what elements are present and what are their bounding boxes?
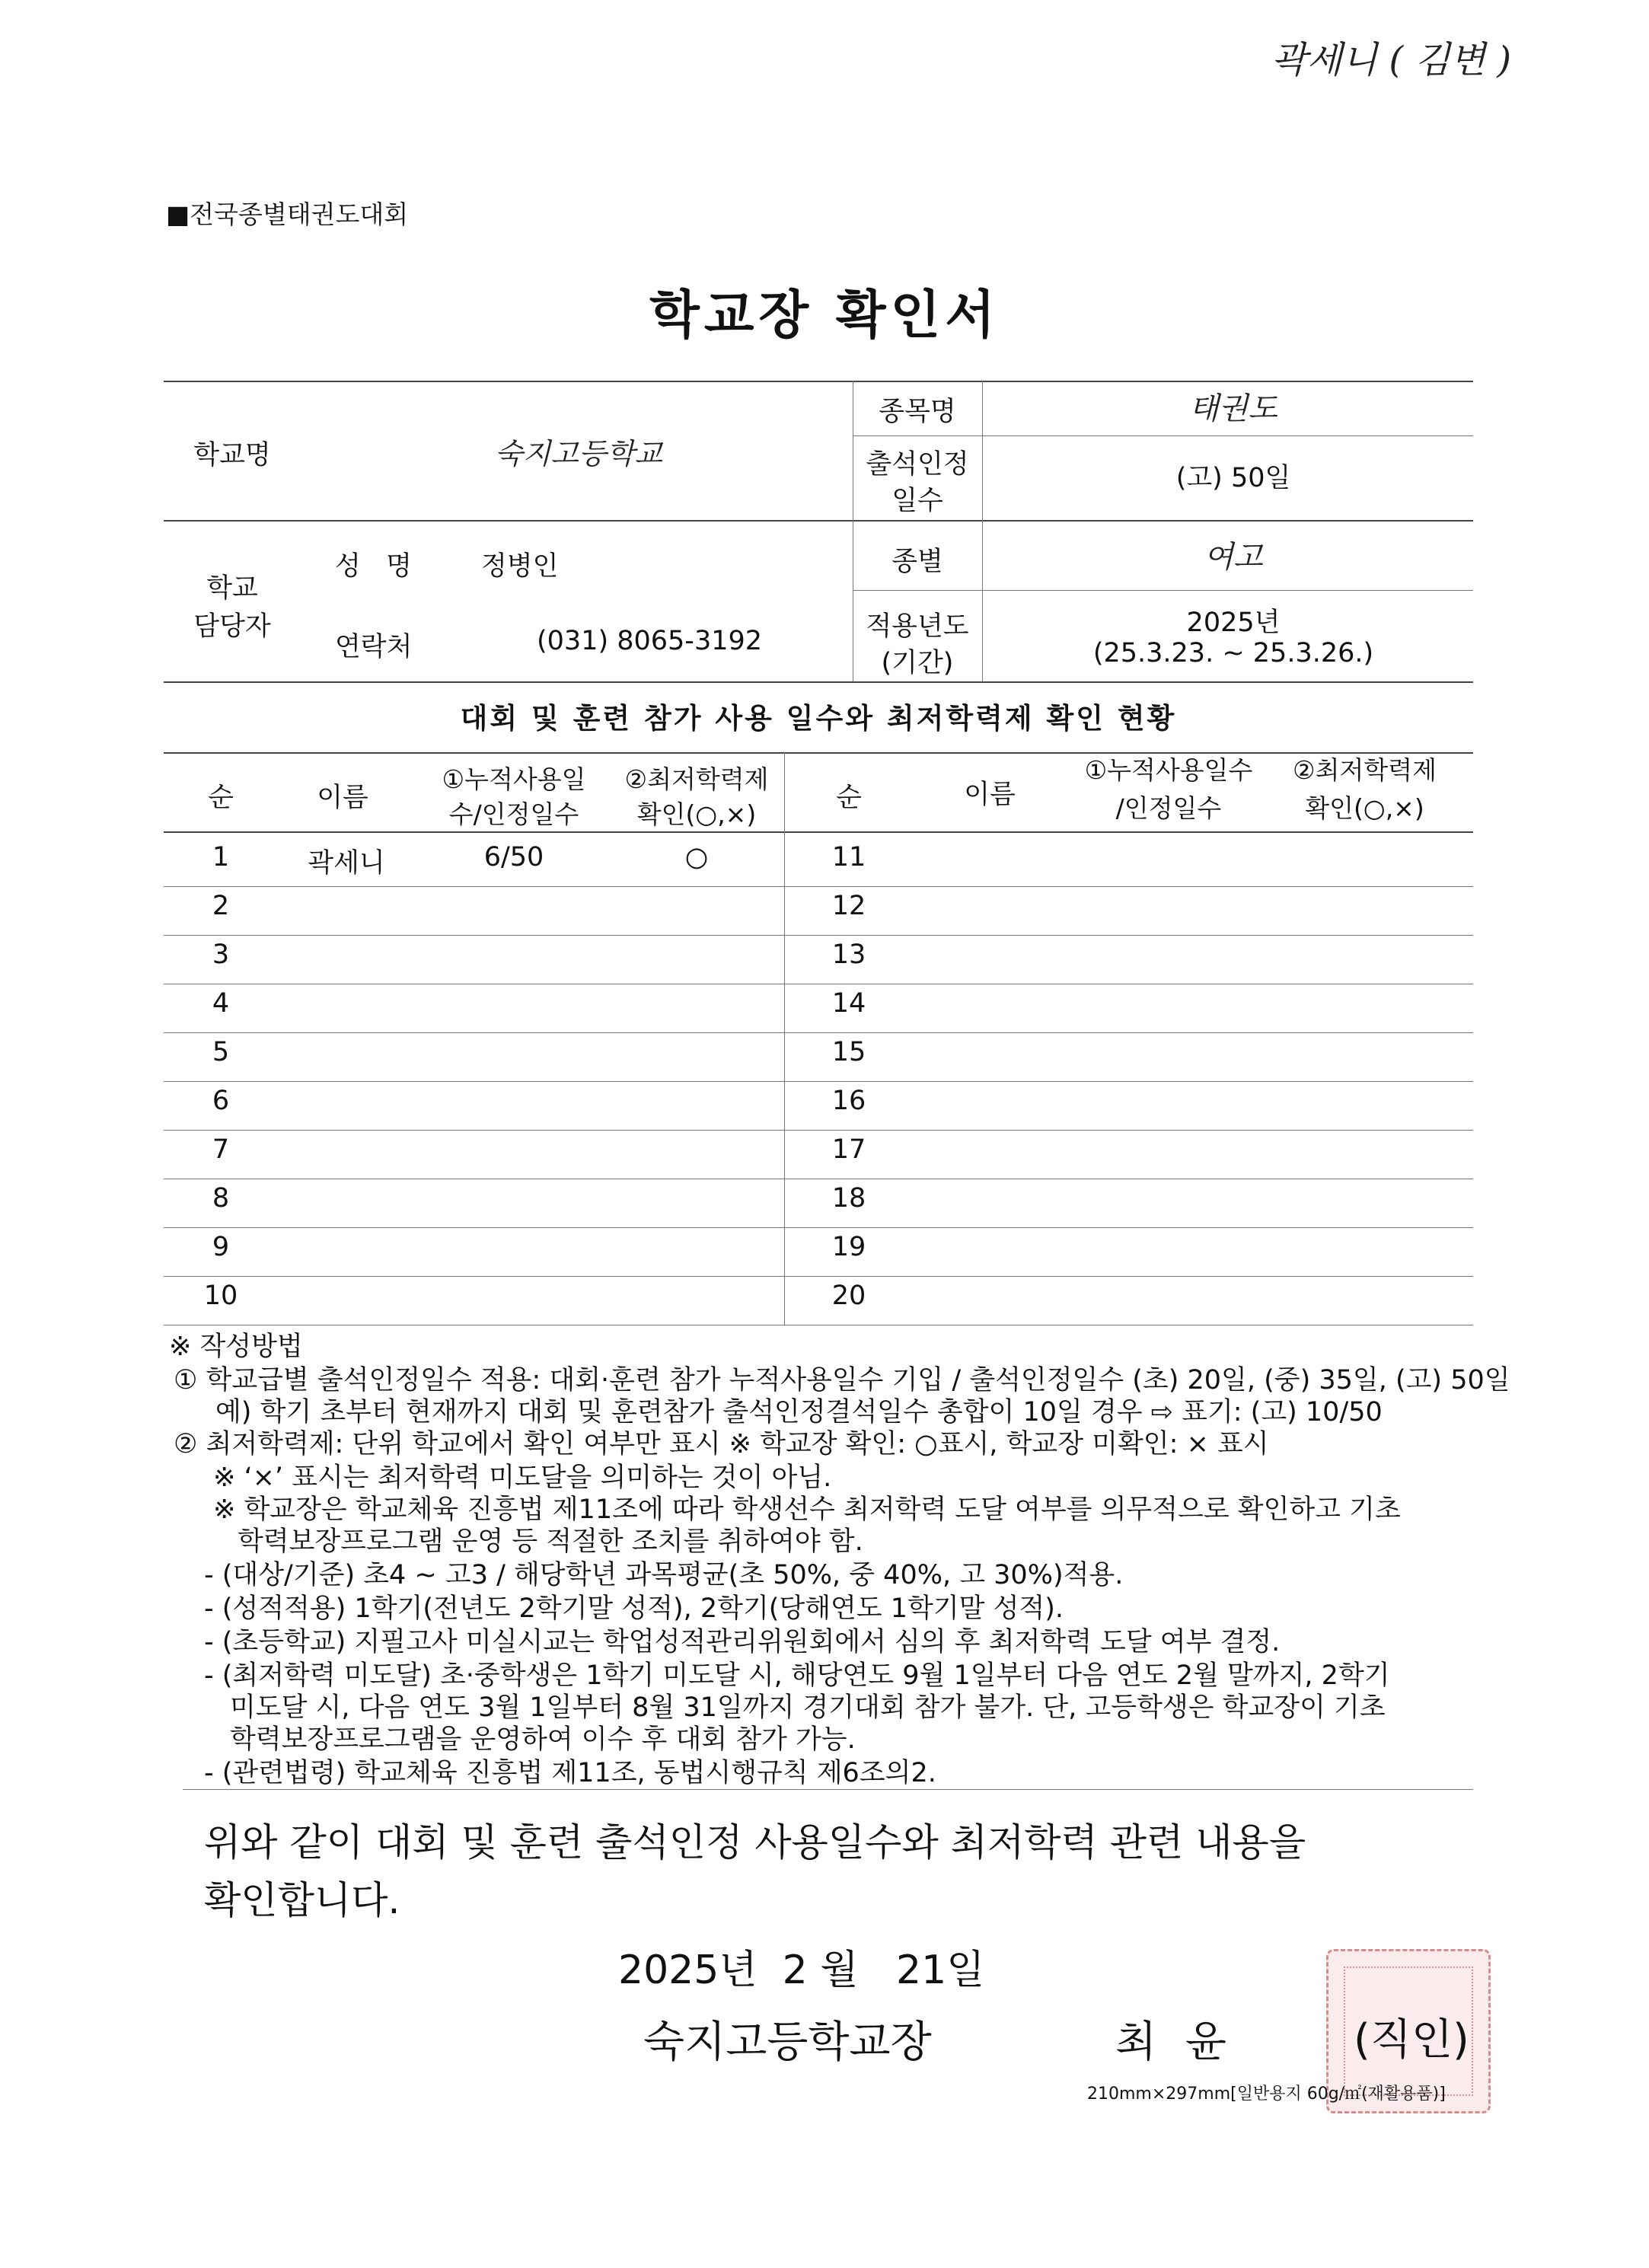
event-name: ■전국종별태권도대회 [166, 199, 409, 229]
instruction-line: 예) 학기 초부터 현재까지 대회 및 훈련참가 출석인정결석일수 총합이 10일 경우 ⇨ 표기: (고) 10/50 [215, 1397, 1383, 1427]
period-value: (25.3.23. ~ 25.3.26.) [1092, 638, 1374, 668]
table-cell-no-r: 11 [831, 842, 866, 872]
table-cell-no: 9 [212, 1232, 230, 1262]
instruction-line: - (관련법령) 학교체육 진흥법 제11조, 동법시행규칙 제6조의2. [204, 1758, 936, 1788]
table-cell-no-r: 16 [831, 1086, 866, 1116]
name-label: 성 명 [335, 551, 412, 582]
table-cell-no: 2 [212, 891, 230, 921]
col-header-usage-right-1: ①누적사용일수 [1084, 755, 1253, 785]
col-header-no-right: 순 [836, 783, 862, 813]
table-cell-no: 6 [212, 1086, 230, 1116]
table-cell-no: 5 [212, 1037, 230, 1067]
sport-label: 종목명 [879, 397, 956, 427]
table-cell-no: 7 [212, 1134, 230, 1165]
col-header-name-right: 이름 [964, 780, 1016, 810]
school-name-value: 숙지고등학교 [494, 437, 663, 471]
table-cell-no-r: 20 [831, 1281, 866, 1311]
col-header-name: 이름 [317, 783, 368, 813]
table-cell-no-r: 13 [831, 939, 866, 970]
attendance-label-2: 일수 [891, 486, 943, 516]
col-header-usage-right-2: /인정일수 [1115, 793, 1222, 823]
phone-label: 연락처 [335, 632, 413, 662]
attendance-label-1: 출석인정 [866, 449, 969, 480]
col-header-min-1: ②최저학력제 [624, 764, 769, 794]
instruction-line: ※ 작성방법 [169, 1332, 303, 1362]
instruction-line: - (대상/기준) 초4 ~ 고3 / 해당학년 과목평균(초 50%, 중 40%, 고 30%)적용. [204, 1560, 1124, 1590]
confirmation-line-2: 확인합니다. [204, 1878, 400, 1922]
table-cell-no-r: 15 [831, 1037, 866, 1067]
instruction-line: ① 학교급별 출석인정일수 적용: 대회·훈련 참가 누적사용일수 기입 / 출석인정일수 (초) 20일, (중) 35일, (고) 50일 [174, 1365, 1510, 1396]
instruction-line: ※ ‘×’ 표시는 최저학력 미도달을 의미하는 것이 아님. [213, 1463, 832, 1493]
col-header-no: 순 [208, 783, 234, 813]
principal-name: 최 윤 [1115, 2018, 1234, 2067]
seal-label: (직인) [1354, 2015, 1469, 2065]
page-title: 학교장 확인서 [649, 285, 1000, 346]
table-cell-no-r: 14 [831, 988, 866, 1019]
table-title: 대회 및 훈련 참가 사용 일수와 최저학력제 확인 현황 [460, 702, 1177, 735]
table-cell-usage: 6/50 [483, 842, 544, 872]
principal-title: 숙지고등학교장 [643, 2018, 932, 2067]
phone-value: (031) 8065-3192 [537, 626, 763, 656]
table-cell-no-r: 19 [831, 1232, 866, 1262]
table-cell-no: 8 [212, 1183, 230, 1214]
col-header-min-right-1: ②최저학력제 [1293, 755, 1437, 785]
contact-person-label-2: 담당자 [193, 611, 271, 642]
paper-spec: 210mm×297mm[일반용지 60g/㎡(재활용품)] [1087, 2085, 1446, 2104]
table-cell-no: 4 [212, 988, 230, 1019]
category-value: 여고 [1204, 540, 1263, 575]
category-label: 종별 [891, 547, 943, 577]
col-header-usage-2: 수/인정일수 [448, 799, 579, 829]
instruction-line: ② 최저학력제: 단위 학교에서 확인 여부만 표시 ※ 학교장 확인: ○표시, 학교장 미확인: × 표시 [174, 1429, 1269, 1459]
sport-value: 태권도 [1189, 391, 1277, 426]
table-cell-no: 1 [212, 842, 230, 872]
name-value: 정병인 [481, 551, 559, 582]
table-cell-name: 곽세니 [308, 848, 385, 879]
year-label-2: (기간) [881, 648, 954, 678]
instruction-line: - (최저학력 미도달) 초·중학생은 1학기 미도달 시, 해당연도 9월 1일부터 다음 연도 2월 말까지, 2학기 [204, 1660, 1390, 1691]
table-cell-no: 10 [203, 1281, 238, 1311]
table-cell-no-r: 18 [831, 1183, 866, 1214]
attendance-value: (고) 50일 [1175, 463, 1291, 493]
instruction-line: 학력보장프로그램 운영 등 적절한 조치를 취하여야 함. [238, 1526, 863, 1557]
date: 2025년 2 월 21일 [618, 1947, 985, 1993]
confirmation-line-1: 위와 같이 대회 및 훈련 출석인정 사용일수와 최저학력 관련 내용을 [204, 1820, 1306, 1864]
col-header-min-2: 확인(○,×) [636, 799, 757, 829]
col-header-usage-1: ①누적사용일 [442, 764, 586, 794]
school-name-label: 학교명 [193, 440, 271, 471]
col-header-min-right-2: 확인(○,×) [1305, 793, 1424, 823]
instruction-line: 미도달 시, 다음 연도 3월 1일부터 8월 31일까지 경기대회 참가 불가. 단, 고등학생은 학교장이 기초 [230, 1692, 1386, 1723]
table-cell-no: 3 [212, 939, 230, 970]
instruction-line: - (성적적용) 1학기(전년도 2학기말 성적), 2학기(당해연도 1학기말 성적). [204, 1593, 1064, 1624]
year-value: 2025년 [1186, 608, 1281, 638]
instruction-line: ※ 학교장은 학교체육 진흥법 제11조에 따라 학생선수 최저학력 도달 여부를 의무적으로 확인하고 기초 [213, 1494, 1401, 1525]
year-label-1: 적용년도 [866, 611, 969, 642]
table-cell-min: ○ [684, 842, 709, 872]
table-cell-no-r: 17 [831, 1134, 866, 1165]
table-cell-no-r: 12 [831, 891, 866, 921]
instruction-line: 학력보장프로그램을 운영하여 이수 후 대회 참가 가능. [230, 1724, 856, 1755]
handwritten-annotation: 곽세니 ( 김변 ) [1271, 39, 1512, 81]
instruction-line: - (초등학교) 지필고사 미실시교는 학업성적관리위원회에서 심의 후 최저학력 도달 여부 결정. [204, 1627, 1281, 1657]
contact-person-label-1: 학교 [206, 573, 258, 604]
